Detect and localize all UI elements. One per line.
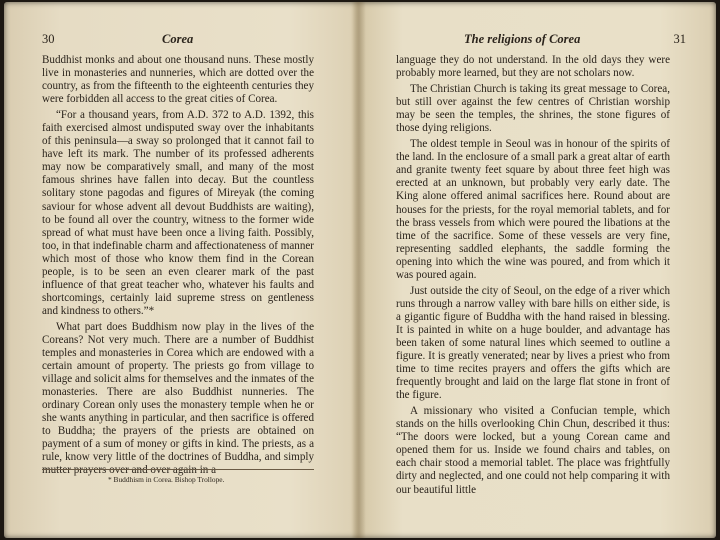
right-running-head: The religions of Corea [464,32,581,46]
paragraph: Buddhist monks and about one thousand nuns. These mostly live in monasteries and nunneries, which are dotted over the country, as from the fifteenth to the eighteenth centuries they were forbidden all access to the great cities of Corea. [42,54,314,106]
left-page-number: 30 [42,32,55,46]
paragraph: The Christian Church is taking its great message to Corea, but still over against the few centres of Christian worship may be seen the temples, the shrines, the stone figures of those dying religions. [396,83,670,135]
paragraph: language they do not understand. In the old days they were probably more learned, but they are not scholars now. [396,54,670,80]
footnote: * Buddhism in Corea. Bishop Trollope. [108,475,225,484]
right-page [366,2,716,538]
paragraph: A missionary who visited a Confucian temple, which stands on the hills overlooking Chin Chun, described it thus: “The doors were locked, but a young Corean came and opened them for us. Inside we found chairs and tables, on each chair stood a memorial tablet. The place was frightfully dirty and neglected, and one could not help comparing it with our beautiful little [396,405,670,496]
paragraph: The oldest temple in Seoul was in honour of the spirits of the land. In the enclosure of a small park a great altar of earth and granite twenty feet square by about three feet high was erected at an unknown, but probably very early date. The King alone offered animal sacrifices here. Round about are houses for the priests, for the royal memorial tablets, and for the brass vessels from which were poured the libations at the time of the sacrifice. Some of these vessels are very fine, representing saddled elephants, the saddle forming the opening into which the wine was poured, and from which it was poured again. [396,138,670,281]
paragraph: Just outside the city of Seoul, on the edge of a river which runs through a narrow valley with bare hills on either side, is a gigantic figure of Buddha with the hand raised in blessing. It is painted in white on a huge boulder, and advantage has been taken of some natural lines which seemed to outline a figure. It is greatly venerated; near by lives a priest who from time to time recites prayers and offers the gifts which are frequently brought and laid on the large flat stone in front of the figure. [396,284,670,402]
paragraph: “For a thousand years, from A.D. 372 to A.D. 1392, this faith exercised almost undisputed sway over the inhabitants of this peninsula—a sway so prolonged that it cannot fail to have left its mark. The number of its professed adherents may now be comparatively small, and many of the most famous shrines have fallen into decay. But the countless solitary stone pagodas and figures of Mireyak (the coming saviour for whose advent all devout Buddhists are waiting), to be found all over the country, witness to the former wide spread of what must have been once a living faith. Possibly, too, in that indefinable charm and affectionateness of manner which most of those who know them find in the Corean people, is to be seen an even clearer mark of the past influence of that great teacher who, whatever his faults and shortcomings, certainly laid supreme stress on gentleness and kindness to others.”* [42,109,314,317]
left-page-body [42,54,314,478]
footnote-rule [42,469,314,470]
book-gutter [352,2,366,538]
left-running-head: Corea [162,32,194,46]
right-page-number: 31 [673,32,686,46]
right-page-body [396,54,670,497]
paragraph: What part does Buddhism now play in the lives of the Coreans? Not very much. There are a number of Buddhist temples and monasteries in Corea which are endowed with a certain amount of property. The priests go from village to village and solicit alms for themselves and the inmates of the monasteries. There are also Buddhist nunneries. The ordinary Corean only uses the monastery temple when he or she wants anything in particular, and then sacrifice is offered to Buddha; the prayers of the priests are obtained on payment of a sum of money or gifts in kind. The priests, as a rule, know very little of the doctrines of Buddha, and simply mutter prayers over and over again in a [42,320,314,477]
book-spread [4,2,716,538]
left-page [4,2,354,538]
